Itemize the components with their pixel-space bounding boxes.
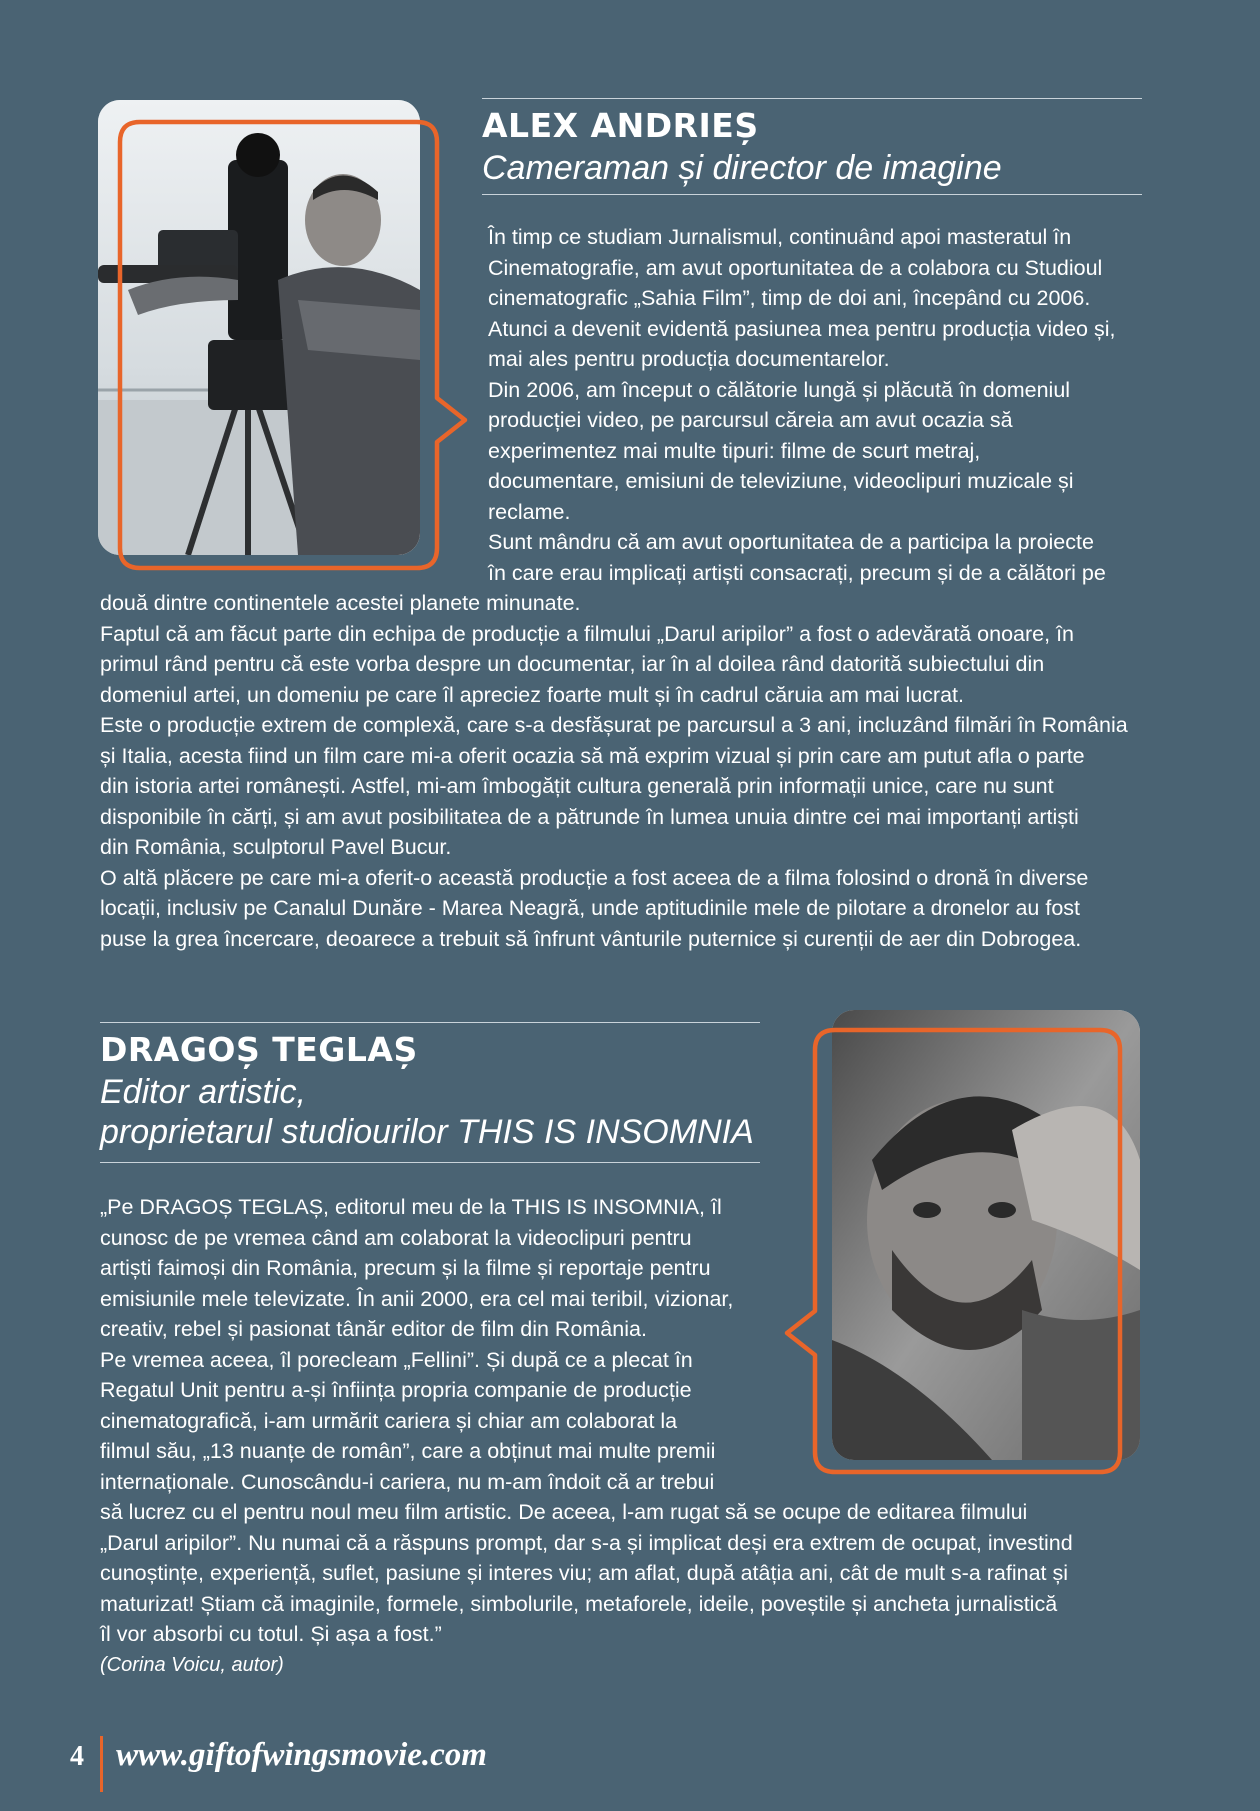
person-role-alex: Cameraman și director de imagine xyxy=(482,149,1002,187)
text-line: Regatul Unit pentru a-și înființa propria companie de producție xyxy=(100,1378,692,1402)
text-line: cinematografică, i-am urmărit cariera și chiar am colaborat la xyxy=(100,1408,678,1433)
text-line: producției video, pe parcursul căreia am avut ocazia să xyxy=(488,408,1013,432)
text-line: „Pe DRAGOȘ TEGLAȘ, editorul meu de la THIS IS INSOMNIA, îl xyxy=(100,1195,722,1219)
text-line: artiști faimoși din România, precum și la filme și reportaje pentru xyxy=(100,1256,711,1280)
text-line: Din 2006, am început o călătorie lungă și plăcută în domeniul xyxy=(488,377,1071,402)
text-line: puse la grea încercare, deoarece a trebuit să înfrunt vânturile puternice și curenții de aer din Dobrogea. xyxy=(100,926,1082,951)
text-line: experimentez mai multe tipuri: filme de scurt metraj, xyxy=(488,438,981,463)
text-line: Faptul că am făcut parte din echipa de producție a filmului „Darul aripilor” a fost o adevărată onoare, în xyxy=(100,621,1074,646)
page-number: 4 xyxy=(70,1741,84,1772)
text-line: maturizat! Știam că imaginile, formele, simbolurile, metaforele, ideile, poveștile și ancheta jurnalistică xyxy=(100,1591,1058,1616)
text-line: disponibile în cărți, și am avut posibilitatea de a pătrunde în lumea unuia dintre cei mai importanți artiști xyxy=(100,804,1079,829)
text-line: cunosc de pe vremea când am colaborat la videoclipuri pentru xyxy=(100,1225,692,1250)
text-line: O altă plăcere pe care mi-a oferit-o această producție a fost aceea de a filma folosind o dronă în diverse xyxy=(100,865,1089,890)
text-line: mai ales pentru producția documentarelor. xyxy=(488,347,890,371)
person-name-dragos: DRAGOȘ TEGLAȘ xyxy=(100,1030,418,1069)
bio-text-dragos-full xyxy=(100,1497,1073,1680)
person-role-dragos-1: Editor artistic, xyxy=(100,1073,306,1111)
bio-text-dragos-wrapped xyxy=(100,1192,733,1497)
text-line: domeniul artei, un domeniu pe care îl apreciez foarte mult și în cadrul căruia am mai lucrat. xyxy=(100,682,964,707)
footer-divider xyxy=(100,1736,103,1792)
person-role-dragos-2: proprietarul studiourilor THIS IS INSOMNIA xyxy=(100,1113,754,1151)
text-line: și Italia, acesta fiind un film care mi-a oferit ocazia să mă exprim vizual și prin care am putut afla o parte xyxy=(100,743,1085,768)
text-line: îl vor absorbi cu totul. Și așa a fost.” xyxy=(100,1622,442,1646)
text-line: din istoria artei românești. Astfel, mi-am îmbogățit cultura generală prin informații unice, care nu sunt xyxy=(100,774,1054,798)
text-line: Cinematografie, am avut oportunitatea de a colabora cu Studioul xyxy=(488,255,1103,280)
text-line: internaționale. Cunoscându-i cariera, nu m-am îndoit că ar trebui xyxy=(100,1469,715,1494)
text-line: documentare, emisiuni de televiziune, videoclipuri muzicale și xyxy=(488,469,1074,493)
attribution: (Corina Voicu, autor) xyxy=(100,1653,284,1676)
text-line: creativ, rebel și pasionat tânăr editor de film din România. xyxy=(100,1317,647,1341)
text-line: primul rând pentru că este vorba despre un documentar, iar în al doilea rând datorită subiectului din xyxy=(100,652,1045,676)
text-line: emisiunile mele televizate. În anii 2000, era cel mai teribil, vizionar, xyxy=(100,1286,734,1311)
text-line: locații, inclusiv pe Canalul Dunăre - Marea Neagră, unde aptitudinile mele de pilotare a dronelor au fost xyxy=(100,896,1081,920)
text-line: cinematografic „Sahia Film”, timp de doi ani, începând cu 2006. xyxy=(488,286,1091,310)
text-line: din România, sculptorul Pavel Bucur. xyxy=(100,835,452,859)
text-line: Este o producție extrem de complexă, care s-a desfășurat pe parcursul a 3 ani, incluzând filmări în România xyxy=(100,713,1128,737)
text-line: cunoștințe, experiență, suflet, pasiune și interes viu; am aflat, după atâția ani, cât de mult s-a rafinat și xyxy=(100,1561,1069,1585)
text-line: în care erau implicați artiști consacrați, precum și de a călători pe xyxy=(488,560,1106,585)
text-line: „Darul aripilor”. Nu numai că a răspuns prompt, dar s-a și implicat deși era extrem de ocupat, investind xyxy=(100,1530,1073,1555)
text-line: filmul său, „13 nuanțe de român”, care a obținut mai multe premii xyxy=(100,1439,716,1463)
text-line: Sunt mândru că am avut oportunitatea de a participa la proiecte xyxy=(488,530,1094,554)
text-line: În timp ce studiam Jurnalismul, continuând apoi masteratul în xyxy=(488,225,1072,249)
text-line: două dintre continentele acestei planete minunate. xyxy=(100,591,581,615)
website-url[interactable]: www.giftofwingsmovie.com xyxy=(116,1737,487,1773)
text-line: Pe vremea aceea, îl porecleam „Fellini”. Și după ce a plecat în xyxy=(100,1347,693,1372)
person-name-alex: ALEX ANDRIEȘ xyxy=(482,106,759,145)
text-line: reclame. xyxy=(488,499,571,524)
text-line: Atunci a devenit evidentă pasiunea mea pentru producția video și, xyxy=(488,316,1116,341)
text-line: să lucrez cu el pentru noul meu film artistic. De aceea, l-am rugat să se ocupe de editarea filmului xyxy=(100,1500,1028,1524)
